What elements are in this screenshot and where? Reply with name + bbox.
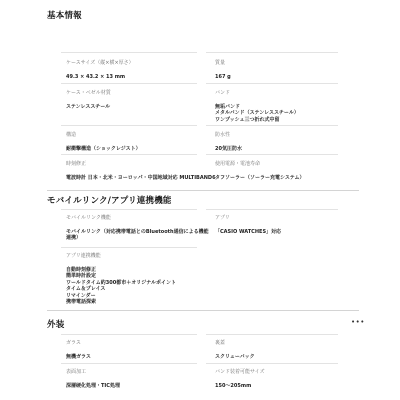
section-title-exterior: 外装 [47, 320, 65, 330]
spec-item-glass [66, 340, 91, 360]
spec-item-app-functions [66, 253, 176, 305]
section-divider [47, 310, 359, 311]
spec-value: 150〜205mm [215, 383, 252, 389]
spec-value: モバイルリンク（対応携帯電話とのBluetooth通信による機能 [66, 229, 209, 235]
spec-value: ワールドタイム約300都市＋オリジナルポイント [66, 279, 176, 286]
spec-value: スクリューバック [215, 354, 255, 360]
section-divider [47, 190, 359, 191]
spec-item-band [215, 90, 299, 123]
spec-value: 167 g [215, 74, 231, 80]
spec-label: 防水性 [215, 132, 231, 138]
spec-item-time-correction [66, 161, 216, 181]
spec-item-surface-treatment [66, 369, 120, 389]
section-title-mobile: モバイルリンク/アプリ連携機能 [47, 196, 172, 206]
spec-value: タイム＆プレイス [66, 286, 106, 293]
spec-item-case-bezel [66, 90, 111, 110]
spec-value: 耐衝撃構造（ショックレジスト） [66, 146, 141, 152]
row-divider [206, 334, 338, 335]
spec-label: 使用電源・電池寿命 [215, 161, 261, 167]
spec-value: ステンレススチール [66, 104, 111, 110]
spec-item-case-back [215, 340, 255, 360]
row-divider [61, 334, 197, 335]
more-icon[interactable]: ••• [351, 318, 365, 326]
spec-label: 時刻修正 [66, 161, 87, 167]
spec-value: 簡単時計設定 [66, 273, 97, 280]
spec-label: ケース・ベゼル材質 [66, 90, 111, 96]
spec-value: 20気圧防水 [215, 146, 242, 152]
spec-value: リマインダー [66, 292, 96, 299]
spec-item-mobile-link [66, 215, 209, 242]
row-divider [206, 363, 338, 364]
spec-value: 連携） [66, 235, 82, 242]
row-divider [61, 363, 197, 364]
row-divider [61, 52, 197, 53]
section-title-basic: 基本情報 [47, 11, 82, 21]
spec-label: 表面加工 [66, 369, 87, 375]
spec-item-water-resistance [215, 132, 242, 152]
spec-item-app [215, 215, 281, 235]
spec-item-structure [66, 132, 141, 152]
spec-label: ケースサイズ（縦×横×厚さ） [66, 60, 134, 66]
row-divider [61, 209, 197, 210]
spec-value: 携帯電話探索 [66, 299, 97, 306]
spec-label: アプリ [215, 215, 230, 221]
spec-value: 「CASIO WATCHES」対応 [215, 229, 282, 235]
row-divider [206, 83, 338, 84]
spec-value: 電波時計 日本・北米・ヨーロッパ・中国地域対応 MULTIBAND6 [66, 175, 216, 181]
spec-item-weight [215, 60, 231, 80]
row-divider [61, 247, 197, 248]
spec-value: 深層硬化処理・TIC処理 [66, 383, 120, 389]
spec-value: タフソーラー（ソーラー充電システム） [215, 175, 305, 181]
spec-value: 49.3 × 43.2 × 13 mm [66, 74, 126, 80]
spec-label: 質量 [215, 60, 226, 66]
spec-label: アプリ連携機能 [66, 253, 101, 259]
spec-label: モバイルリンク機能 [66, 215, 111, 221]
row-divider [206, 125, 338, 126]
spec-item-band-size [215, 369, 265, 389]
spec-value: 自動時刻修正 [66, 267, 97, 273]
row-divider [206, 154, 338, 155]
spec-value: 無垢バンド [215, 104, 241, 110]
spec-item-power [215, 161, 305, 181]
spec-value: メタルバンド（ステンレススチール） [215, 110, 299, 117]
spec-value: ワンプッシュ三つ折れ式中留 [215, 116, 280, 123]
row-divider [61, 83, 197, 84]
spec-label: ガラス [66, 340, 81, 346]
spec-label: バンド装着可能サイズ [215, 369, 265, 375]
row-divider [61, 154, 197, 155]
spec-label: バンド [215, 90, 231, 96]
spec-item-case-size [66, 60, 134, 80]
spec-label: 裏蓋 [215, 340, 226, 346]
spec-label: 構造 [66, 132, 77, 138]
row-divider [61, 125, 197, 126]
row-divider [206, 209, 338, 210]
row-divider [206, 52, 338, 53]
spec-value: 無機ガラス [66, 354, 91, 360]
